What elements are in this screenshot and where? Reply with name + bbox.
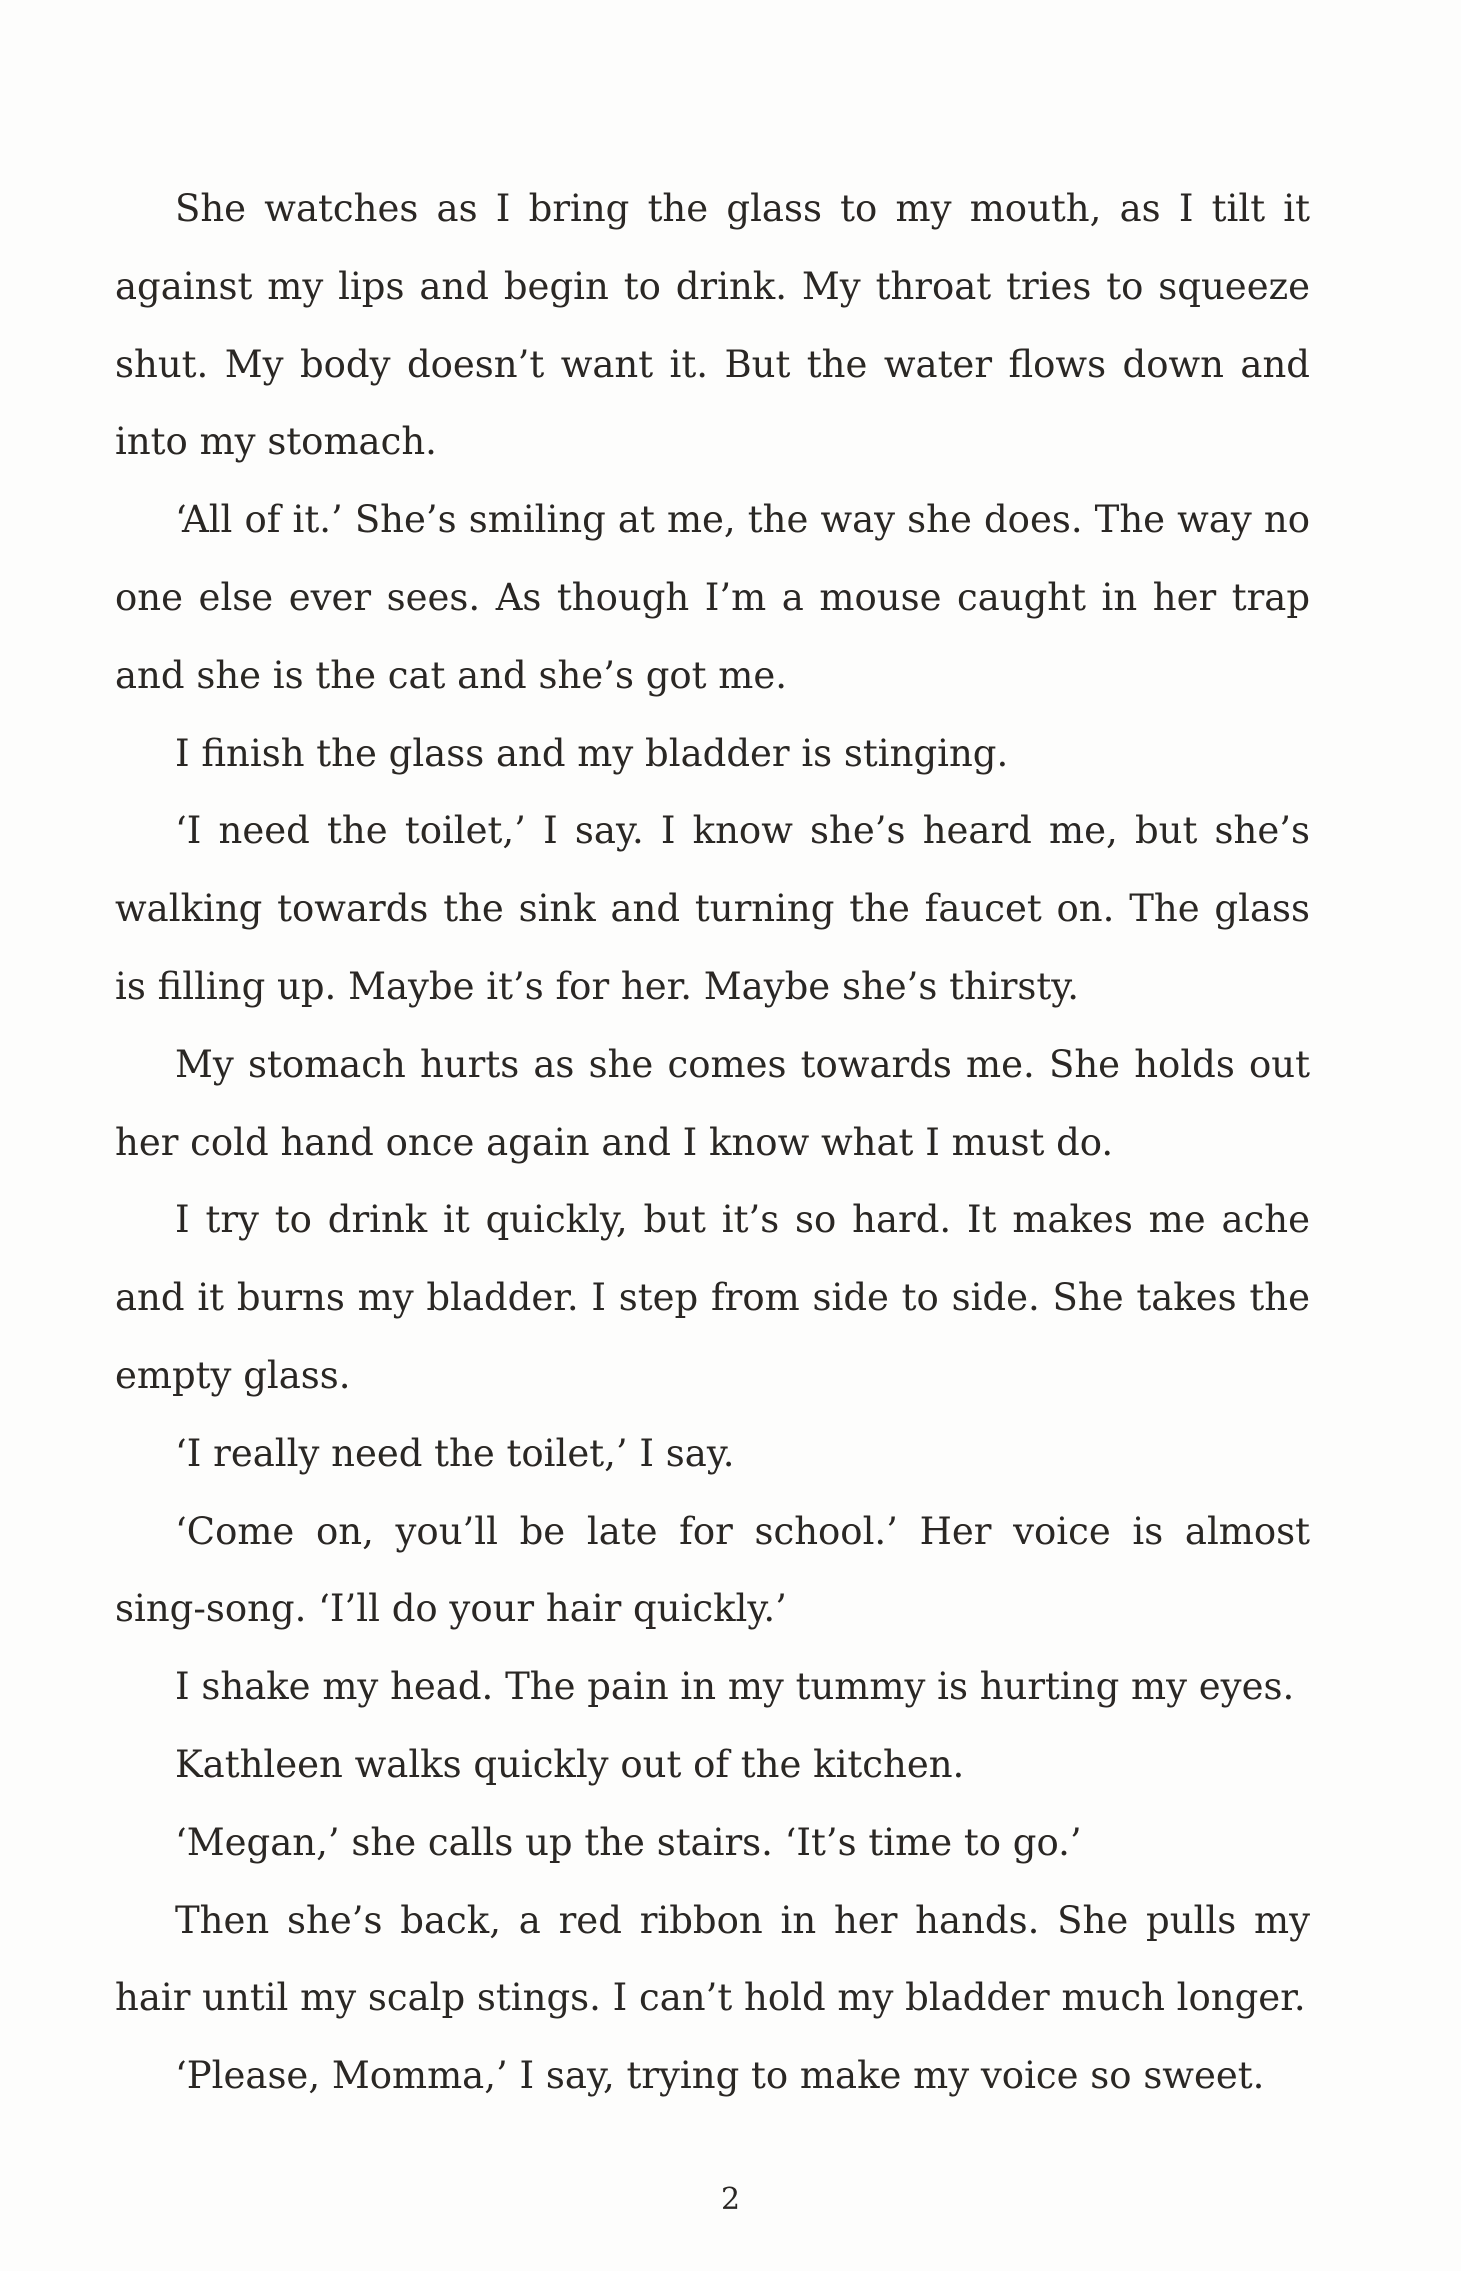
paragraph-11: ‘Megan,’ she calls up the stairs. ‘It’s time to go.’ [175, 1820, 1082, 1864]
paragraph-4: ‘I need the toilet,’ I say. I know she’s heard me, but she’s walking towards the sink and turning the faucet on. The glass is filling up. Maybe it’s for her. Maybe she’s thirsty. [115, 809, 1310, 1008]
paragraph-10: Kathleen walks quickly out of the kitchen. [175, 1742, 965, 1786]
page-number: 2 [720, 2182, 741, 2217]
paragraph-3: I finish the glass and my bladder is stinging. [175, 731, 1009, 775]
paragraph-12: Then she’s back, a red ribbon in her hands. She pulls my hair until my scalp stings. I can’t hold my bladder much longer. [115, 1898, 1310, 2020]
paragraph-5: My stomach hurts as she comes towards me. She holds out her cold hand once again and I know what I must do. [115, 1042, 1310, 1164]
paragraph-13: ‘Please, Momma,’ I say, trying to make my voice so sweet. [175, 2054, 1265, 2098]
paragraph-8: ‘Come on, you’ll be late for school.’ Her voice is almost sing-song. ‘I’ll do your hair quickly.’ [115, 1509, 1310, 1631]
body-text [115, 170, 1310, 2115]
paragraph-9: I shake my head. The pain in my tummy is hurting my eyes. [175, 1665, 1295, 1709]
paragraph-1: She watches as I bring the glass to my mouth, as I tilt it against my lips and begin to drink. My throat tries to squeeze shut. My body doesn’t want it. But the water flows down and into my stomach. [115, 187, 1310, 464]
paragraph-6: I try to drink it quickly, but it’s so hard. It makes me ache and it burns my bladder. I step from side to side. She takes the empty glass. [115, 1198, 1310, 1397]
paragraph-2: ‘All of it.’ She’s smiling at me, the way she does. The way no one else ever sees. As though I’m a mouse caught in her trap and she is the cat and she’s got me. [115, 498, 1310, 697]
paragraph-7: ‘I really need the toilet,’ I say. [175, 1431, 735, 1475]
